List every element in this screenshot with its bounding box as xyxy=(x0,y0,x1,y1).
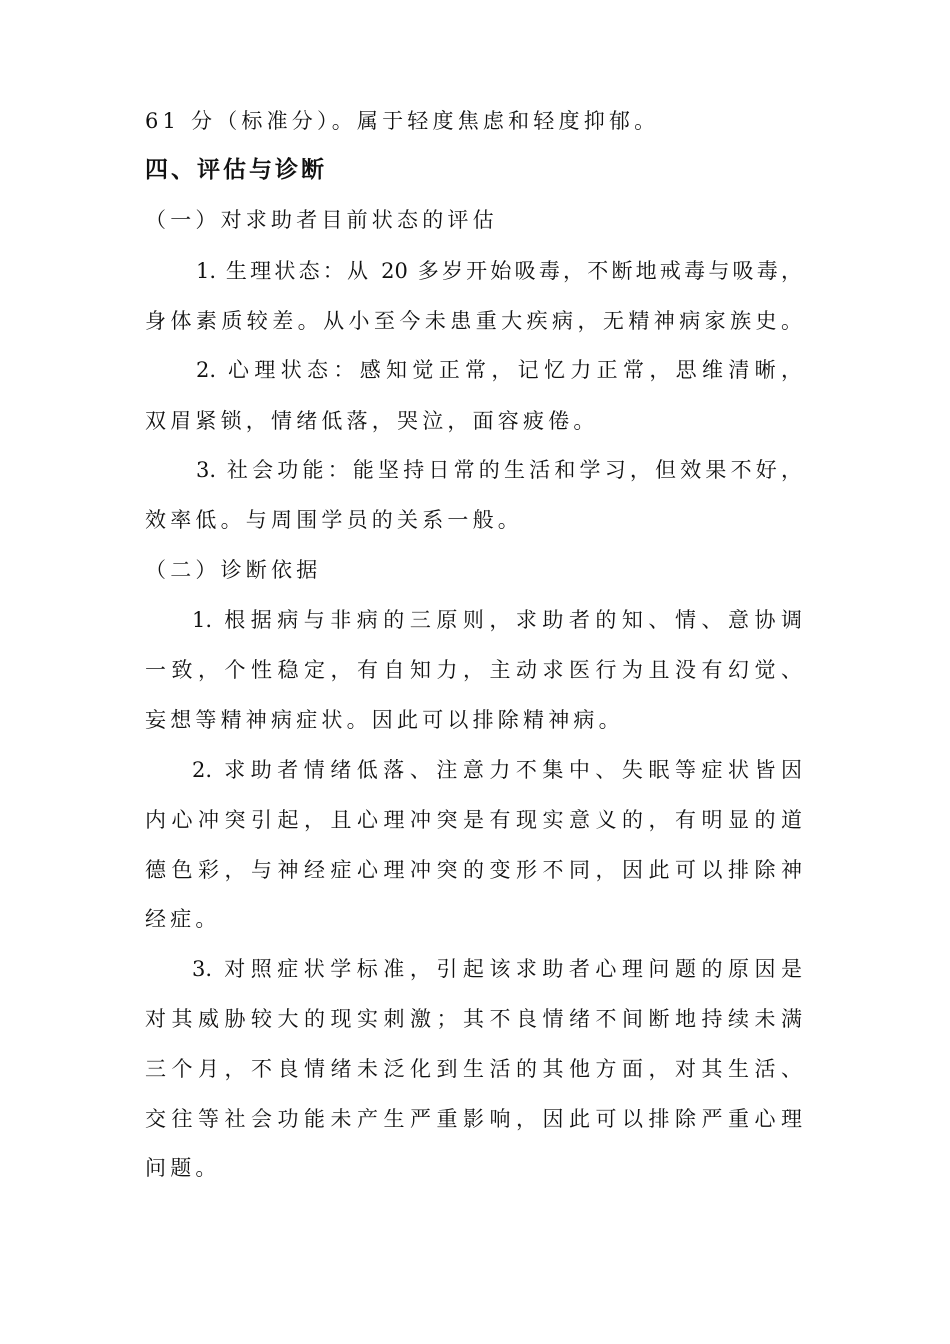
text-line: 问题。 xyxy=(145,1156,221,1180)
subsection-heading: （二）诊断依据 xyxy=(145,558,322,582)
text-line: 2. 求助者情绪低落、注意力不集中、失眠等症状皆因 xyxy=(192,758,802,782)
text-line: 61 分（标准分）。属于轻度焦虑和轻度抑郁。 xyxy=(145,109,660,133)
text-line: 身体素质较差。从小至今未患重大疾病，无精神病家族史。 xyxy=(145,309,802,333)
text-line: 德色彩，与神经症心理冲突的变形不同，因此可以排除神 xyxy=(145,858,802,882)
text-line: 效率低。与周围学员的关系一般。 xyxy=(145,508,523,532)
text-line: 1. 根据病与非病的三原则，求助者的知、情、意协调 xyxy=(192,608,802,632)
text-line: 经症。 xyxy=(145,907,221,931)
text-line: 交往等社会功能未产生严重影响，因此可以排除严重心理 xyxy=(145,1107,802,1131)
text-line: 3. 社会功能：能坚持日常的生活和学习，但效果不好， xyxy=(196,458,802,482)
text-line: 2. 心理状态：感知觉正常，记忆力正常，思维清晰， xyxy=(196,358,802,382)
text-line: 妄想等精神病症状。因此可以排除精神病。 xyxy=(145,708,624,732)
text-line: 三个月，不良情绪未泛化到生活的其他方面，对其生活、 xyxy=(145,1057,802,1081)
subsection-heading: （一）对求助者目前状态的评估 xyxy=(145,208,498,232)
text-line: 1. 生理状态：从 20 多岁开始吸毒，不断地戒毒与吸毒， xyxy=(196,259,802,283)
text-line: 3. 对照症状学标准，引起该求助者心理问题的原因是 xyxy=(192,957,802,981)
text-line: 一致，个性稳定，有自知力，主动求医行为且没有幻觉、 xyxy=(145,658,802,682)
section-heading: 四、评估与诊断 xyxy=(145,156,327,183)
text-line: 内心冲突引起，且心理冲突是有现实意义的，有明显的道 xyxy=(145,808,802,832)
text-line: 对其威胁较大的现实刺激；其不良情绪不间断地持续未满 xyxy=(145,1007,802,1031)
text-line: 双眉紧锁，情绪低落，哭泣，面容疲倦。 xyxy=(145,409,599,433)
